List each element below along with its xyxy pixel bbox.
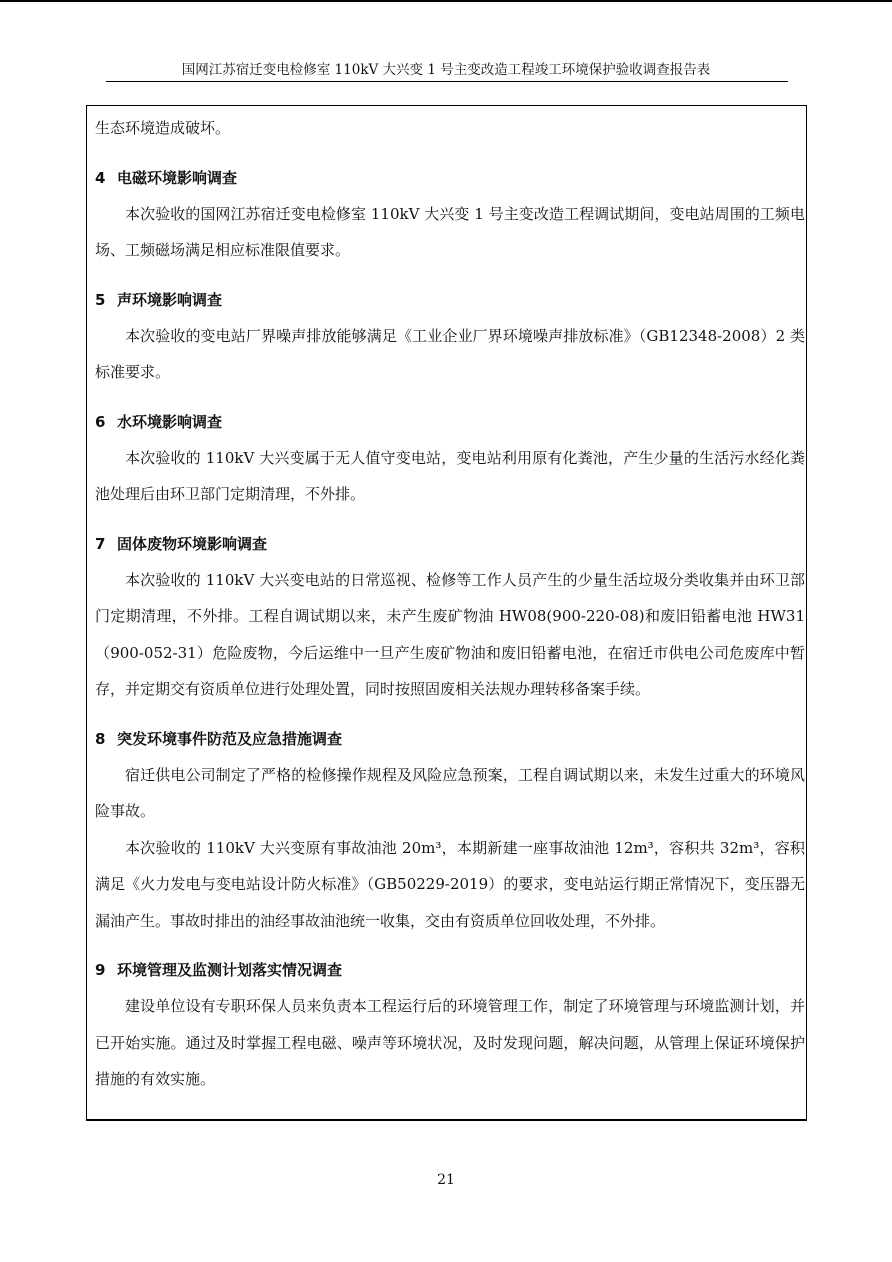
section-title: 突发环境事件防范及应急措施调查 (117, 729, 343, 748)
section-paragraph: 本次验收的 110kV 大兴变电站的日常巡视、检修等工作人员产生的少量生活垃圾分类收集并由环卫部门定期清理，不外排。工程自调试期以来，未产生废矿物油 HW08(900-220-08)和废旧铅蓄电池 HW31（900-052-31）危险废物，今后运维中一旦产生废矿物油和废旧铅蓄电池，在宿迁市供电公司危废库中暂存，并定期交有资质单位进行处理处置，同时按照固废相关法规办理转移备案手续。 (95, 570, 805, 698)
section-title: 环境管理及监测计划落实情况调查 (117, 961, 343, 979)
section-title: 电磁环境影响调查 (117, 168, 238, 187)
section-paragraph: 本次验收的国网江苏宿迁变电检修室 110kV 大兴变 1 号主变改造工程调试期间，变电站周围的工频电场、工频磁场满足相应标准限值要求。 (95, 204, 805, 259)
section-heading (95, 282, 805, 318)
section-paragraph: 宿迁供电公司制定了严格的检修操作规程及风险应急预案，工程自调试期以来，未发生过重大的环境风险事故。 (95, 765, 805, 820)
section-heading (95, 721, 805, 757)
section-6 (95, 404, 805, 513)
section-4 (95, 160, 805, 269)
section-number: 4 (95, 168, 106, 187)
section-7 (95, 526, 805, 708)
section-paragraph: 建设单位设有专职环保人员来负责本工程运行后的环境管理工作，制定了环境管理与环境监测计划，并已开始实施。通过及时掌握工程电磁、噪声等环境状况，及时发现问题，解决问题，从管理上保证环境保护措施的有效实施。 (95, 997, 805, 1088)
section-paragraph: 本次验收的变电站厂界噪声排放能够满足《工业企业厂界环境噪声排放标准》（GB12348-2008）2 类标准要求。 (95, 326, 805, 381)
section-8 (95, 721, 805, 940)
section-title: 水环境影响调查 (117, 412, 223, 431)
top-border-rule (0, 0, 892, 2)
section-9 (95, 952, 805, 1098)
report-body (95, 110, 805, 1098)
section-number: 6 (95, 412, 106, 431)
section-title: 声环境影响调查 (117, 290, 223, 309)
section-number: 9 (95, 961, 106, 979)
section-heading (95, 526, 805, 562)
section-heading (95, 160, 805, 196)
section-paragraph: 本次验收的 110kV 大兴变原有事故油池 20m³，本期新建一座事故油池 12m³，容积共 32m³，容积满足《火力发电与变电站设计防火标准》（GB50229-2019）的要求，变电站运行期正常情况下，变压器无漏油产生。事故时排出的油经事故油池统一收集，交由有资质单位回收处理，不外排。 (95, 838, 805, 930)
header-rule (106, 81, 788, 82)
section-number: 7 (95, 534, 106, 553)
section-paragraph: 本次验收的 110kV 大兴变属于无人值守变电站，变电站利用原有化粪池，产生少量的生活污水经化粪池处理后由环卫部门定期清理，不外排。 (95, 448, 805, 503)
section-number: 8 (95, 729, 106, 748)
section-heading (95, 404, 805, 440)
section-number: 5 (95, 290, 106, 309)
page-header-title: 国网江苏宿迁变电检修室 110kV 大兴变 1 号主变改造工程竣工环境保护验收调查报告表 (181, 62, 711, 78)
section-5 (95, 282, 805, 391)
section-heading (95, 952, 805, 988)
page-number: 21 (437, 1172, 455, 1188)
section-title: 固体废物环境影响调查 (117, 534, 268, 553)
intro-line: 生态环境造成破坏。 (95, 119, 231, 137)
